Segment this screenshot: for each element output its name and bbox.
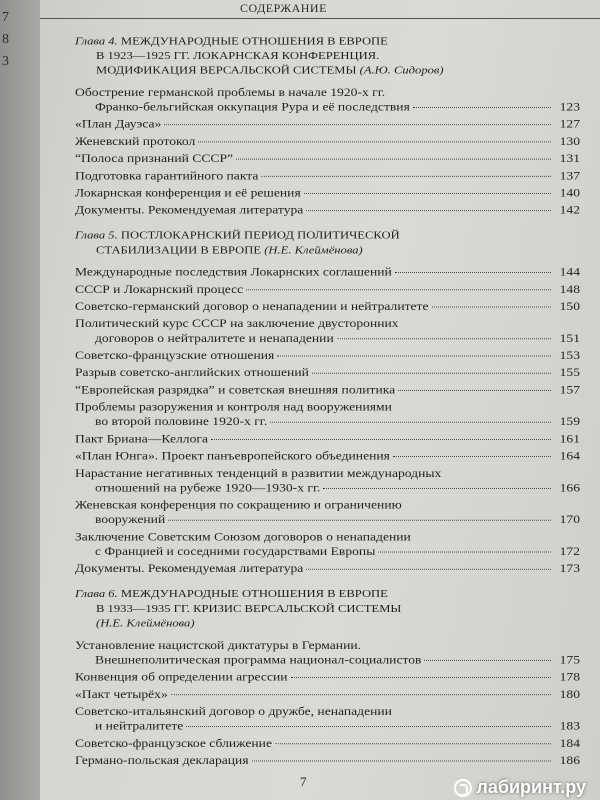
leader-dots <box>211 439 551 440</box>
toc-page-number: 180 <box>559 687 580 701</box>
toc-entry <box>75 365 580 380</box>
leader-dots <box>413 107 551 108</box>
page-number: 7 <box>300 774 307 789</box>
chapter-title: МЕЖДУНАРОДНЫЕ ОТНОШЕНИЯ В ЕВРОПЕ <box>117 587 388 600</box>
toc-entry <box>75 117 580 132</box>
toc-entry-title: Конвенция об определении агрессии <box>75 670 288 684</box>
toc-entry <box>75 466 580 495</box>
toc-entry <box>75 282 580 297</box>
toc-entry-title: Подготовка гарантийного пакта <box>75 168 259 182</box>
toc-page-number: 142 <box>559 203 580 217</box>
toc-entry-title: «План Юнга». Проект панъевропейского объединения <box>75 449 390 463</box>
toc-page-number: 130 <box>559 134 580 148</box>
chapter-gap <box>75 578 580 587</box>
toc-entry-title: Женевский протокол <box>75 134 196 148</box>
toc-page-number: 170 <box>559 512 580 526</box>
chapter-gap <box>75 220 580 229</box>
toc-entry-title: Политический курс СССР на заключение двусторонних <box>75 316 399 330</box>
toc-entry <box>75 85 580 114</box>
toc-entry-title: Советско-германский договор о ненападении и нейтралитете <box>75 299 429 313</box>
toc-page-number: 137 <box>559 168 580 182</box>
toc-entry-title: Обострение германской проблемы в начале 1920-х гг. <box>75 85 386 99</box>
chapter-heading-line <box>75 601 580 616</box>
toc-page-number: 155 <box>559 365 580 379</box>
leader-dots <box>270 422 551 423</box>
toc-page-number: 144 <box>559 265 580 279</box>
toc-entry-title: Германо-польская декларация <box>75 753 249 767</box>
toc-entry <box>75 316 580 345</box>
leader-dots <box>395 272 551 273</box>
toc-entry-title: с Францией и соседними государствами Европы <box>95 544 376 558</box>
chapter-number: Глава 5. <box>75 229 118 242</box>
toc-entry <box>75 497 580 526</box>
chapter-author: (Н.Е. Клеймёнова) <box>264 243 363 256</box>
labirint-logo-icon <box>454 779 472 797</box>
toc-page-number: 127 <box>559 117 580 131</box>
chapter-heading <box>75 228 580 257</box>
toc-entry-title: Документы. Рекомендуемая литература <box>75 203 304 217</box>
toc-entry <box>75 151 580 166</box>
toc-entry <box>75 185 580 200</box>
leader-dots <box>277 356 551 357</box>
chapter-title: МЕЖДУНАРОДНЫЕ ОТНОШЕНИЯ В ЕВРОПЕ <box>117 34 388 47</box>
leader-dots <box>291 677 551 678</box>
leader-dots <box>337 338 551 339</box>
chapter-title: В 1923—1925 ГГ. ЛОКАРНСКАЯ КОНФЕРЕНЦИЯ. <box>96 49 380 62</box>
leader-dots <box>171 694 551 695</box>
edge-glyph: 7 <box>2 10 9 25</box>
leader-dots <box>275 743 551 744</box>
chapter-title: ПОСТЛОКАРНСКИЙ ПЕРИОД ПОЛИТИЧЕСКОЙ <box>117 229 400 242</box>
toc-entry-title: вооружений <box>95 512 166 526</box>
toc-entry-title: Пакт Бриана—Келлога <box>75 432 208 445</box>
toc-entry-title: «План Дауэса» <box>75 117 162 131</box>
chapter-heading-line <box>75 243 580 258</box>
header-rule <box>40 18 600 19</box>
toc-page-number: 150 <box>559 299 580 313</box>
leader-dots <box>306 210 551 211</box>
leader-dots <box>252 761 551 762</box>
toc-entry-title: Женевская конференция по сокращению и ограничению <box>75 498 402 512</box>
toc-page-number: 173 <box>559 561 580 575</box>
toc-entry-title: Франко-бельгийская оккупация Рура и её последствия <box>95 100 410 114</box>
toc-page-number: 183 <box>559 719 580 733</box>
leader-dots <box>432 307 551 308</box>
toc-entry-title: Разрыв советско-английских отношений <box>75 365 309 379</box>
chapter-heading-line <box>75 34 580 49</box>
leader-dots <box>393 456 551 457</box>
toc-entry-title: Заключение Советским Союзом договоров о ненападении <box>75 530 411 544</box>
toc-entry-title: Установление нацистской диктатуры в Германии. <box>75 638 362 652</box>
toc-page-number: 164 <box>559 449 580 463</box>
chapter-number: Глава 4. <box>75 34 118 47</box>
toc-page-number: 186 <box>559 753 580 767</box>
toc-page-number: 148 <box>559 282 580 296</box>
leader-dots <box>198 141 551 142</box>
toc-entry <box>75 382 580 397</box>
toc-page-number: 140 <box>559 186 580 200</box>
previous-page-edge <box>0 0 40 800</box>
toc-entry-title: Нарастание негативных тенденций в развитии международных <box>75 466 442 480</box>
toc-entry <box>75 134 580 149</box>
toc-entry-title: «Пакт четырёх» <box>75 687 168 701</box>
leader-dots <box>186 726 551 727</box>
chapter-heading-line <box>75 63 580 78</box>
toc-entry <box>75 529 580 558</box>
leader-dots <box>312 373 551 374</box>
chapter-heading <box>75 587 580 631</box>
leader-dots <box>236 159 551 160</box>
toc-page-number: 161 <box>559 432 580 445</box>
leader-dots <box>164 124 551 125</box>
toc-entry-title: во второй половине 1920-х гг. <box>95 414 268 428</box>
toc-page-number: 178 <box>559 670 580 684</box>
leader-dots <box>424 660 551 661</box>
toc-page-number: 159 <box>559 414 580 428</box>
toc-entry-title: Международные последствия Локарнских соглашений <box>75 265 392 279</box>
toc-entry-title: Локарнская конференция и её решения <box>75 186 301 200</box>
toc-page-number: 123 <box>559 100 580 114</box>
toc-entry <box>75 448 580 463</box>
toc-page-number: 157 <box>559 383 580 396</box>
chapter-heading-line <box>75 228 580 243</box>
chapter-heading-line <box>75 616 580 631</box>
leader-dots <box>246 289 551 290</box>
toc-entry <box>75 399 580 428</box>
running-head: СОДЕРЖАНИЕ <box>240 1 327 15</box>
leader-dots <box>398 390 551 391</box>
toc-page-number: 153 <box>559 348 580 362</box>
toc-entry <box>75 168 580 183</box>
toc-entry <box>75 561 580 576</box>
toc-entry <box>75 264 580 279</box>
edge-glyph: 3 <box>2 54 9 69</box>
toc-page-number: 175 <box>559 653 580 666</box>
leader-dots <box>323 488 551 489</box>
toc-entry <box>75 299 580 314</box>
toc-entry-title: договоров о нейтралитете и ненападении <box>95 331 334 345</box>
leader-dots <box>304 193 551 194</box>
toc-entry-title: Проблемы разоружения и контроля над вооружениями <box>75 400 392 414</box>
toc-entry <box>75 736 580 751</box>
leader-dots <box>168 520 551 521</box>
toc-entry <box>75 687 580 702</box>
leader-dots <box>378 552 551 553</box>
toc-page-number: 172 <box>559 544 580 558</box>
chapter-title: В 1933—1935 ГГ. КРИЗИС ВЕРСАЛЬСКОЙ СИСТЕМЫ <box>96 602 402 615</box>
chapter-number: Глава 6. <box>75 587 118 600</box>
toc-entry-title: отношений на рубеже 1920—1930-х гг. <box>95 481 321 494</box>
toc-entry-title: Советско-французские отношения <box>75 348 275 362</box>
toc-entry <box>75 704 580 733</box>
toc-page-number: 131 <box>559 151 580 165</box>
toc-entry-title: Документы. Рекомендуемая литература <box>75 561 304 575</box>
toc-entry-title: и нейтралитете <box>95 719 184 733</box>
toc-entry-title: СССР и Локарнский процесс <box>75 282 244 296</box>
toc-page-number: 151 <box>559 331 580 345</box>
chapter-title: СТАБИЛИЗАЦИИ В ЕВРОПЕ <box>96 243 265 256</box>
leader-dots <box>306 569 551 570</box>
toc-entry-title: Внешнеполитическая программа национал-социалистов <box>95 653 422 666</box>
chapter-heading <box>75 34 580 78</box>
edge-glyph: 8 <box>2 32 9 47</box>
toc-entry <box>75 431 580 446</box>
toc-entry <box>75 203 580 218</box>
chapter-heading-line <box>75 587 580 602</box>
chapter-title: МОДИФИКАЦИЯ ВЕРСАЛЬСКОЙ СИСТЕМЫ <box>96 64 360 77</box>
toc-page-number: 184 <box>559 736 580 750</box>
toc-entry-title: Советско-итальянский договор о дружбе, ненападении <box>75 704 392 718</box>
toc-entry <box>75 348 580 363</box>
toc-page-number: 166 <box>559 481 580 494</box>
chapter-author: (А.Ю. Сидоров) <box>359 64 444 77</box>
toc-entry <box>75 669 580 684</box>
watermark <box>454 777 586 798</box>
toc-entry-title: “Полоса признаний СССР” <box>75 151 234 165</box>
toc-entry-title: Советско-французское сближение <box>75 736 272 750</box>
toc-entry-title: “Европейская разрядка” и советская внешняя политика <box>75 383 396 396</box>
chapter-author: (Н.Е. Клеймёнова) <box>96 616 195 629</box>
table-of-contents <box>75 34 580 770</box>
toc-entry <box>75 753 580 768</box>
chapter-heading-line <box>75 49 580 64</box>
watermark-text: лабиринт.ру <box>476 777 586 797</box>
leader-dots <box>261 176 551 177</box>
toc-entry <box>75 638 580 667</box>
